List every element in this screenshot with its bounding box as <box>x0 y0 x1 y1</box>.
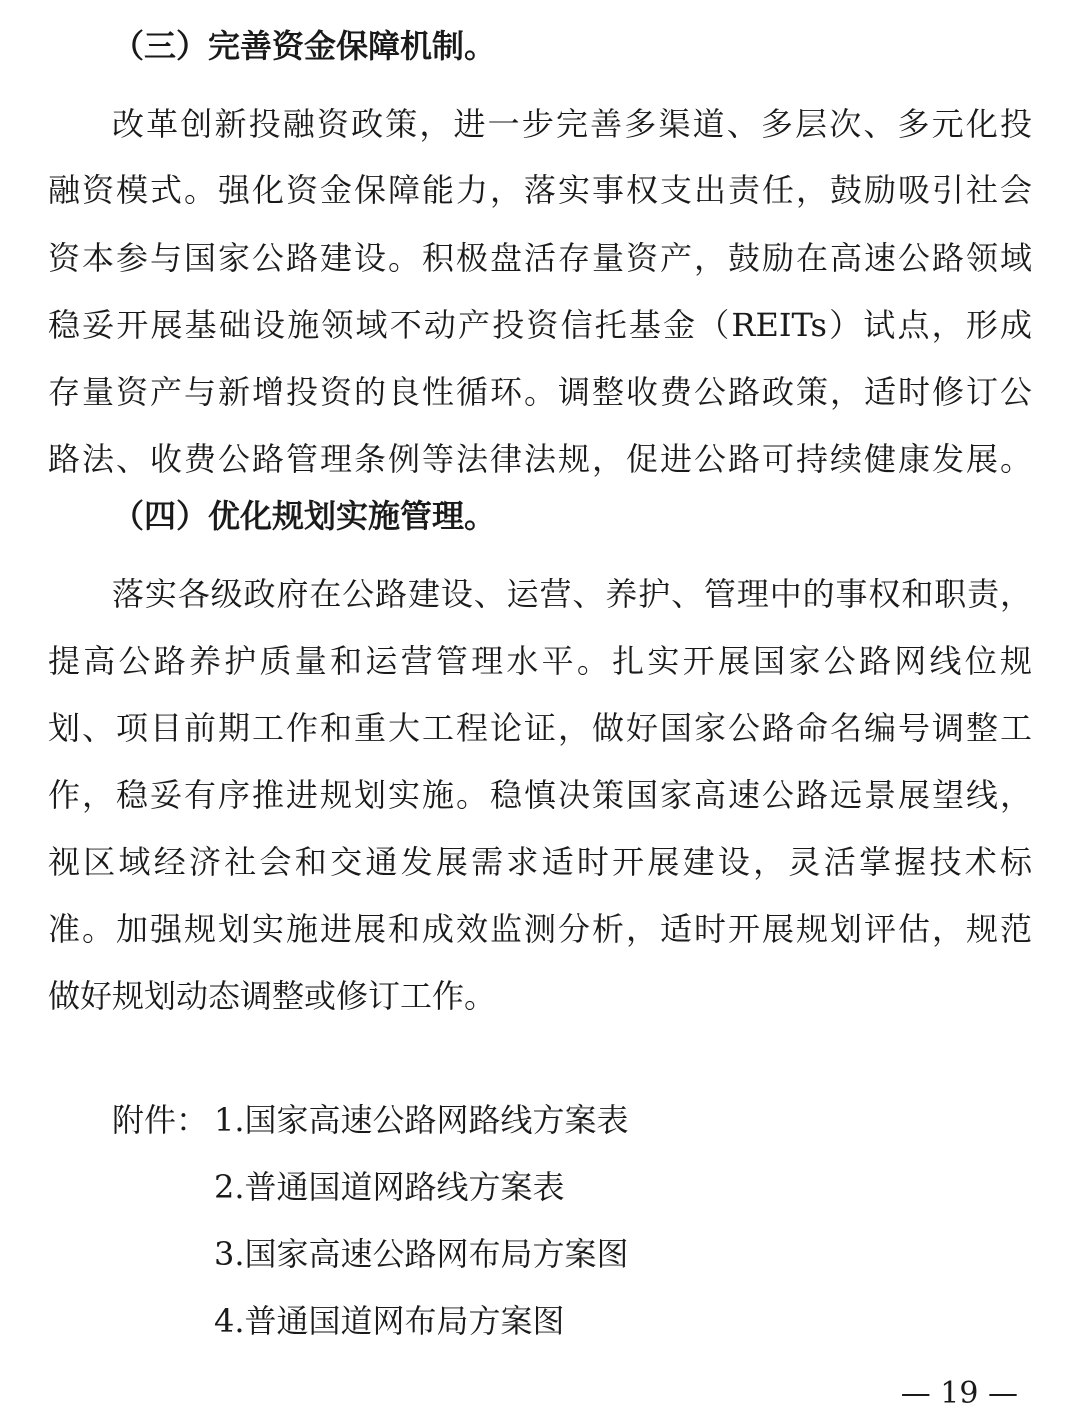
section-3-line-6: 路法、收费公路管理条例等法律法规，促进公路可持续健康发展。 <box>48 440 1032 478</box>
attachment-item-3: 3.国家高速公路网布局方案图 <box>214 1235 629 1273</box>
section-3-line-2: 融资模式。强化资金保障能力，落实事权支出责任，鼓励吸引社会 <box>48 171 1032 209</box>
section-4-line-7: 做好规划动态调整或修订工作。 <box>48 977 497 1015</box>
section-4-line-4: 作，稳妥有序推进规划实施。稳慎决策国家高速公路远景展望线， <box>48 776 1032 814</box>
section-3-heading: （三）完善资金保障机制。 <box>112 27 497 65</box>
section-4-line-2: 提高公路养护质量和运营管理水平。扎实开展国家公路网线位规 <box>48 642 1032 680</box>
section-4-line-6: 准。加强规划实施进展和成效监测分析，适时开展规划评估，规范 <box>48 910 1032 948</box>
section-3-line-3: 资本参与国家公路建设。积极盘活存量资产，鼓励在高速公路领域 <box>48 239 1032 277</box>
section-4-line-5: 视区域经济社会和交通发展需求适时开展建设，灵活掌握技术标 <box>48 843 1032 881</box>
page-number: — 19 — <box>900 1376 1018 1411</box>
attachment-item-1: 1.国家高速公路网路线方案表 <box>214 1101 629 1139</box>
section-4-heading: （四）优化规划实施管理。 <box>112 497 497 535</box>
attachment-item-2: 2.普通国道网路线方案表 <box>214 1168 565 1206</box>
attachment-item-4: 4.普通国道网布局方案图 <box>214 1302 565 1340</box>
section-3-line-1: 改革创新投融资政策，进一步完善多渠道、多层次、多元化投 <box>112 105 1032 143</box>
attachments-label: 附件： <box>112 1101 209 1139</box>
section-3-line-5: 存量资产与新增投资的良性循环。调整收费公路政策，适时修订公 <box>48 373 1032 411</box>
section-3-line-4: 稳妥开展基础设施领域不动产投资信托基金（REITs）试点，形成 <box>48 306 1032 344</box>
section-4-line-3: 划、项目前期工作和重大工程论证，做好国家公路命名编号调整工 <box>48 709 1032 747</box>
section-4-line-1: 落实各级政府在公路建设、运营、养护、管理中的事权和职责， <box>112 575 1032 613</box>
